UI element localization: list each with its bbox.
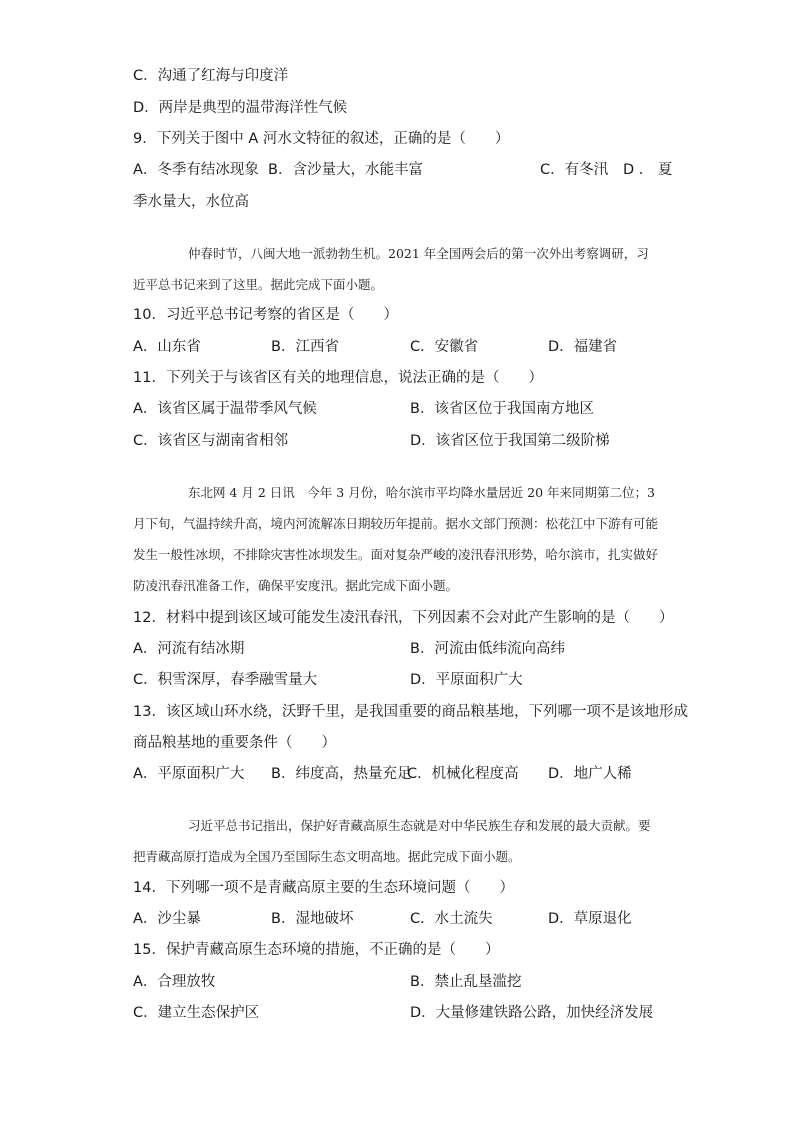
q13-option-b: B．纬度高，热量充足: [271, 766, 412, 782]
q14-option-b: B．湿地破坏: [271, 911, 354, 927]
passage-fujian-text: 仲春时节，八闽大地一派勃勃生机。2021 年全国两会后的第一次外出考察调研，习近平总书记来到了这里。据此完成下面小题。: [133, 246, 649, 292]
q10-stem: 10．习近平总书记考察的省区是（ ）: [133, 307, 398, 323]
q12-option-d: D．平原面积广大: [410, 672, 523, 688]
q12-option-b: B．河流由低纬流向高纬: [410, 641, 565, 657]
q12-option-a: A．河流有结冰期: [133, 641, 245, 657]
q15-option-b: B．禁止乱垦滥挖: [410, 974, 522, 990]
q9-option-c: C．有冬汛: [540, 162, 609, 178]
q8-option-c: C．沟通了红海与印度洋: [133, 68, 289, 84]
q15-option-a: A．合理放牧: [133, 974, 216, 990]
q12-stem: 12．材料中提到该区域可能发生凌汛春汛，下列因素不会对此产生影响的是（ ）: [133, 610, 674, 626]
q10-option-d: D．福建省: [548, 339, 618, 355]
passage-harbin-text: 东北网 4 月 2 日讯 今年 3 月份，哈尔滨市平均降水量居近 20 年来同期第二位；3 月下旬，气温持续升高，境内河流解冻日期较历年提前。据水文部门预测：松花江中下游有可能发生一般性冰坝，不排除灾害性冰坝发生。面对复杂严峻的凌汛春汛形势，哈尔滨市，扎实做好防凌汛春汛准备工作，确保平安度汛。据此完成下面小题。: [133, 485, 659, 593]
q15-option-c: C．建立生态保护区: [133, 1005, 260, 1021]
passage-qinghai-tibet: [133, 810, 661, 872]
q11-option-a: A．该省区属于温带季风气候: [133, 401, 317, 417]
q13-option-c: C．机械化程度高: [407, 766, 519, 782]
q14-option-a: A．沙尘暴: [133, 911, 201, 927]
q14-stem: 14．下列哪一项不是青藏高原主要的生态环境问题（ ）: [133, 880, 514, 896]
q11-option-b: B．该省区位于我国南方地区: [410, 401, 594, 417]
q10-option-a: A．山东省: [133, 339, 201, 355]
q12-option-c: C．积雪深厚，春季融雪量大: [133, 672, 318, 688]
q11-stem: 11．下列关于与该省区有关的地理信息，说法正确的是（ ）: [133, 370, 543, 386]
q10-option-c: C．安徽省: [410, 339, 479, 355]
q14-option-d: D．草原退化: [548, 911, 632, 927]
q15-option-d: D．大量修建铁路公路，加快经济发展: [410, 1005, 654, 1021]
q8-option-d: D．两岸是典型的温带海洋性气候: [133, 100, 348, 116]
q9-option-d: D ． 夏: [623, 162, 673, 178]
q13-stem-line1: 13．该区域山环水绕，沃野千里，是我国重要的商品粮基地，下列哪一项不是该地形成: [133, 704, 688, 720]
q9-stem: 9．下列关于图中 A 河水文特征的叙述，正确的是（ ）: [133, 131, 510, 147]
q13-stem-line2: 商品粮基地的重要条件（ ）: [133, 735, 336, 751]
passage-fujian: [133, 238, 661, 300]
q14-option-c: C．水土流失: [410, 911, 493, 927]
q15-stem: 15．保护青藏高原生态环境的措施，不正确的是（ ）: [133, 942, 500, 958]
q9-option-b: B．含沙量大，水能丰富: [268, 162, 423, 178]
q13-option-d: D．地广人稀: [548, 766, 632, 782]
q11-option-c: C．该省区与湖南省相邻: [133, 433, 289, 449]
q10-option-b: B．江西省: [271, 339, 339, 355]
passage-qinghai-tibet-text: 习近平总书记指出，保护好青藏高原生态就是对中华民族生存和发展的最大贡献。要把青藏高原打造成为全国乃至国际生态文明高地。据此完成下面小题。: [133, 818, 651, 864]
passage-harbin: [133, 477, 661, 601]
q11-option-d: D．该省区位于我国第二级阶梯: [410, 433, 610, 449]
q9-option-a: A．冬季有结冰现象: [133, 162, 259, 178]
q9-option-d-continued: 季水量大，水位高: [133, 194, 249, 210]
q13-option-a: A．平原面积广大: [133, 766, 245, 782]
